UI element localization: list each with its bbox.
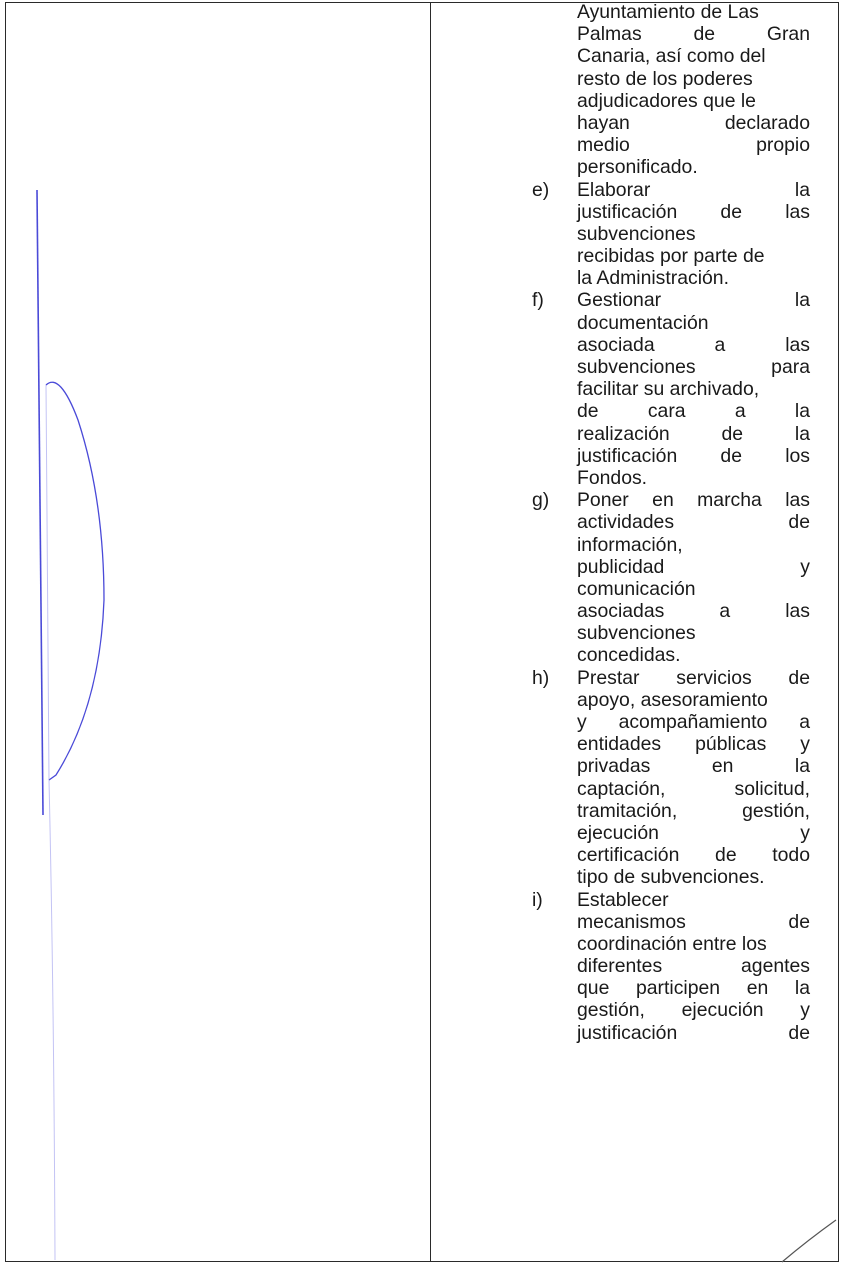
- list-item-line: apoyo, asesoramiento: [577, 688, 768, 711]
- list-item-label: f): [532, 289, 544, 312]
- list-item-line: diferentes agentes: [577, 955, 810, 978]
- list-item-line: Establecer: [577, 888, 669, 911]
- function-items-list: [532, 179, 810, 1044]
- list-item-line: certificación de todo: [577, 844, 810, 867]
- list-item-line: realización de la: [577, 422, 810, 445]
- signature-loop: [46, 382, 104, 780]
- list-item-line: subvenciones: [577, 622, 696, 645]
- list-item-line: justificación de: [577, 1021, 810, 1044]
- list-item-line: información,: [577, 533, 683, 556]
- list-item-label: e): [532, 178, 550, 201]
- paragraph-line: Canaria, así como del: [577, 45, 766, 68]
- corner-pen-mark: [780, 1218, 840, 1268]
- paragraph-line: adjudicadores que le: [577, 89, 756, 112]
- list-item-line: comunicación: [577, 577, 696, 600]
- list-item-line: Poner en marcha las: [577, 489, 810, 512]
- paragraph-line: resto de los poderes: [577, 67, 753, 90]
- list-item: [532, 667, 810, 889]
- list-item-line: y acompañamiento a: [577, 711, 810, 733]
- list-item-line: asociada a las: [577, 333, 810, 356]
- list-item-line: privadas en la: [577, 755, 810, 778]
- list-item-line: Gestionar la: [577, 289, 810, 312]
- list-item-label: h): [532, 666, 550, 689]
- list-item-line: asociadas a las: [577, 600, 810, 623]
- paragraph-line: hayan declarado: [577, 111, 810, 134]
- list-item: [532, 889, 810, 1044]
- function-list-column: [532, 1, 810, 1044]
- continued-paragraph: [577, 1, 810, 179]
- list-item-line: de cara a la: [577, 400, 810, 423]
- list-item-line: Prestar servicios de: [577, 666, 810, 689]
- column-divider: [430, 2, 431, 1262]
- list-item-line: subvenciones para: [577, 356, 810, 378]
- list-item-line: justificación de las: [577, 200, 810, 223]
- signature-tail-stroke: [46, 385, 55, 1260]
- list-item-line: publicidad y: [577, 555, 810, 578]
- list-item-line: ejecución y: [577, 821, 810, 844]
- list-item-line: la Administración.: [577, 267, 729, 290]
- list-item-line: gestión, ejecución y: [577, 999, 810, 1022]
- list-item-line: recibidas por parte de: [577, 245, 765, 268]
- paragraph-line: personificado.: [577, 156, 698, 179]
- list-item-line: subvenciones: [577, 222, 696, 245]
- list-item-line: entidades públicas y: [577, 733, 810, 756]
- list-item: [532, 289, 810, 489]
- list-item-line: Elaborar la: [577, 178, 810, 201]
- handwritten-signature: [0, 0, 420, 1274]
- list-item-line: justificación de los: [577, 444, 810, 467]
- list-item-line: concedidas.: [577, 644, 681, 667]
- list-item-line: mecanismos de: [577, 910, 810, 933]
- list-item-line: que participen en la: [577, 977, 810, 1000]
- list-item: [532, 489, 810, 667]
- list-item-line: coordinación entre los: [577, 932, 767, 955]
- list-item-line: documentación: [577, 311, 709, 334]
- paragraph-line: medio propio: [577, 134, 810, 157]
- list-item-line: Fondos.: [577, 466, 648, 489]
- list-item-label: i): [532, 888, 543, 911]
- paragraph-line: Ayuntamiento de Las: [577, 1, 759, 23]
- list-item-line: actividades de: [577, 511, 810, 534]
- paragraph-line: Palmas de Gran: [577, 23, 810, 46]
- list-item-label: g): [532, 489, 550, 512]
- list-item-line: captación, solicitud,: [577, 777, 810, 800]
- signature-vertical-stroke: [37, 190, 43, 815]
- list-item-line: tipo de subvenciones.: [577, 866, 765, 889]
- list-item-line: facilitar su archivado,: [577, 378, 760, 401]
- list-item-line: tramitación, gestión,: [577, 799, 810, 822]
- list-item: [532, 179, 810, 290]
